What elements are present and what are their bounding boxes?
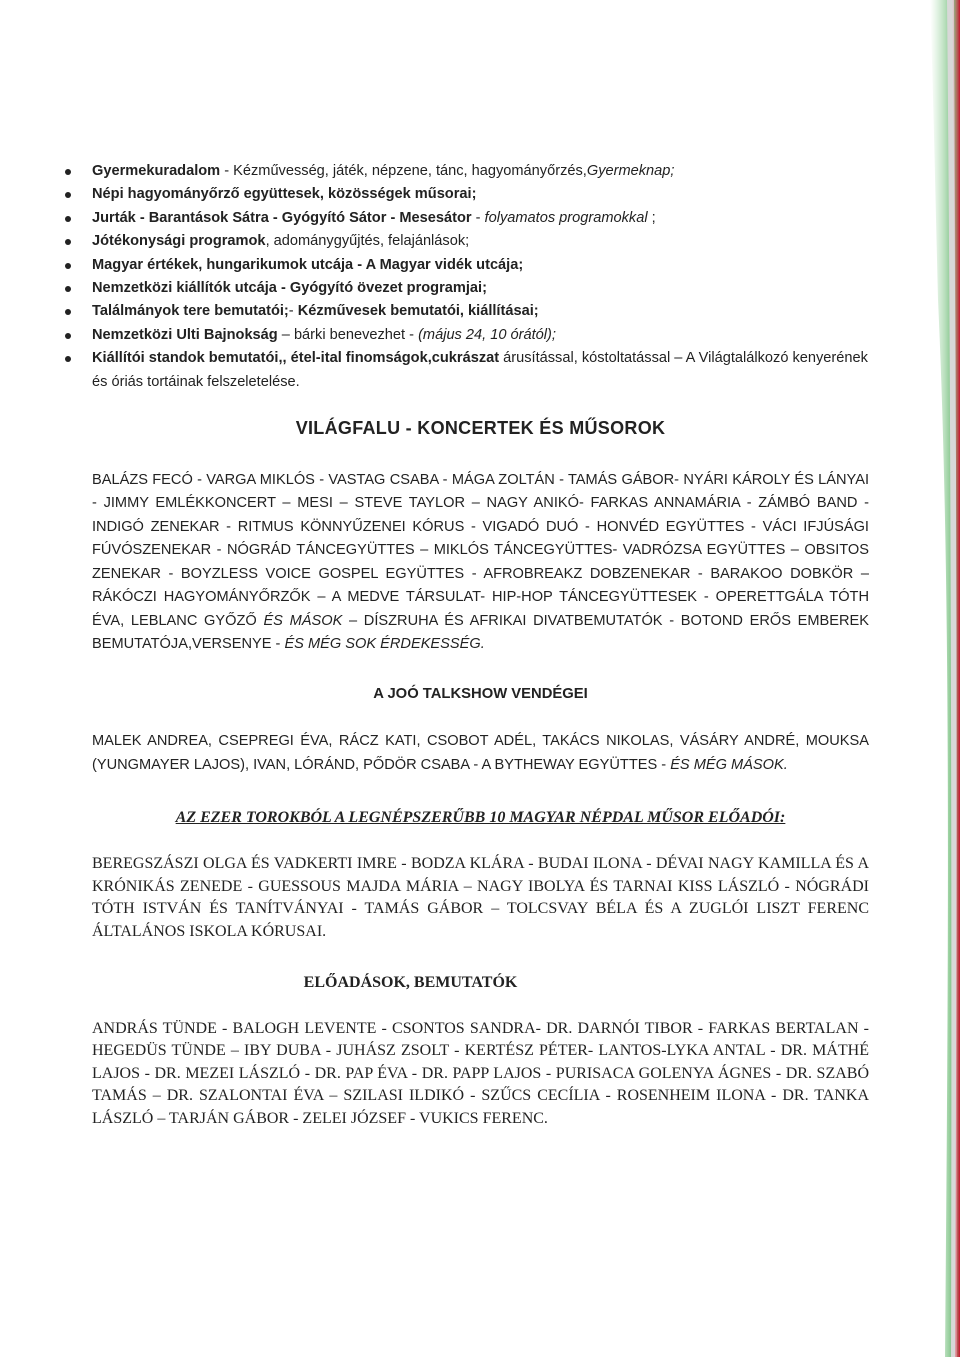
bullet-icon xyxy=(65,263,71,269)
bullet-icon xyxy=(65,169,71,175)
page-content xyxy=(92,160,869,1130)
list-item: Nemzetközi kiállítók utcája - Gyógyító övezet programjai; xyxy=(12,277,869,300)
section-title-vilagfalu: VILÁGFALU - KONCERTEK ÉS MŰSOROK xyxy=(295,418,666,439)
red-swoosh xyxy=(952,0,960,1357)
bullet-icon xyxy=(65,356,71,362)
list-item: Gyermekuradalom - Kézművesség, játék, népzene, tánc, hagyományőrzés,Gyermeknap; xyxy=(12,160,869,183)
list-item: Jótékonysági programok, adománygyűjtés, felajánlások; xyxy=(12,230,869,253)
list-item: Jurták - Barantások Sátra - Gyógyító Sátor - Mesesátor - folyamatos programokkal ; xyxy=(12,207,869,230)
list-item: Nemzetközi Ulti Bajnokság – bárki benevezhet - (május 24, 10 órától); xyxy=(12,324,869,347)
bullet-icon xyxy=(65,216,71,222)
section-text-talkshow: MALEK ANDREA, CSEPREGI ÉVA, RÁCZ KATI, CSOBOT ADÉL, TAKÁCS NIKOLAS, VÁSÁRY ANDRÉ, MOUKSA (YUNGMAYER LAJOS), IVAN, LÓRÁND, PŐDÖR CSABA - A BYTHEWAY EGYÜTTES - ÉS MÉG MÁSOK. xyxy=(92,733,869,773)
list-item: Magyar értékek, hungarikumok utcája - A Magyar vidék utcája; xyxy=(12,254,869,277)
section-title-eloadasok: ELŐADÁSOK, BEMUTATÓK xyxy=(303,973,518,991)
bullet-icon xyxy=(65,286,71,292)
program-list xyxy=(92,160,869,394)
list-item: Kiállítói standok bemutatói,, étel-ital finomságok,cukrászat árusítással, kóstoltatással – A Világtalálkozó kenyerének és óriás tortáinak felszeletelése. xyxy=(12,347,869,394)
bullet-icon xyxy=(65,309,71,315)
bullet-icon xyxy=(65,239,71,245)
bullet-icon xyxy=(65,192,71,198)
list-item: Népi hagyományőrző együttesek, közösségek műsorai; xyxy=(12,183,869,206)
section-text-eloadasok: ANDRÁS TÜNDE - BALOGH LEVENTE - CSONTOS SANDRA- DR. DARNÓI TIBOR - FARKAS BERTALAN - HEGEDÜS TÜNDE – IBY DUBA - JUHÁSZ ZSOLT - KERTÉSZ PÉTER- LANTOS-LYKA ANTAL - DR. MÁTHÉ LAJOS - DR. MEZEI LÁSZLÓ - DR. PAP ÉVA - DR. PAPP LAJOS - PURISACA GOLENYA ÁGNES - DR. SZABÓ TAMÁS – DR. SZALONTAI ÉVA – SZILASI ILDIKÓ - SZŰCS CECÍLIA - ROSENHEIM ILONA - DR. TANKA LÁSZLÓ – TARJÁN GÁBOR - ZELEI JÓZSEF - VUKICS FERENC. xyxy=(92,1019,869,1127)
green-swoosh xyxy=(930,0,960,1357)
bullet-icon xyxy=(65,333,71,339)
section-text-vilagfalu: BALÁZS FECÓ - VARGA MIKLÓS - VASTAG CSABA - MÁGA ZOLTÁN - TAMÁS GÁBOR- NYÁRI KÁROLY ÉS LÁNYAI - JIMMY EMLÉKKONCERT – MESI – STEVE TAYLOR – NAGY ANIKÓ- FARKAS ANNAMÁRIA - ZÁMBÓ BAND - INDIGÓ ZENEKAR - RITMUS KÖNNYŰZENEI KÓRUS - VIGADÓ DUÓ - HONVÉD EGYÜTTES - VÁCI IFJÚSÁGI FÚVÓSZENEKAR - NÓGRÁD TÁNCEGYÜTTES – MIKLÓS TÁNCEGYÜTTES- VADRÓZSA EGYÜTTES – OBSITOS ZENEKAR - BOYZLESS VOICE GOSPEL EGYÜTTES - AFROBREAKZ DOBZENEKAR - BARAKOO DOBKÖR – RÁKÓCZI HAGYOMÁNYŐRZŐK – A MEDVE TÁRSULAT- HIP-HOP TÁNCEGYÜTTESEK - OPERETTGÁLA TÓTH ÉVA, LEBLANC GYŐZŐ ÉS MÁSOK – DÍSZRUHA ÉS AFRIKAI DIVATBEMUTATÓK - BOTOND ERŐS EMBEREK BEMUTATÓJA,VERSENYE - ÉS MÉG SOK ÉRDEKESSÉG. xyxy=(92,472,870,652)
list-item: Találmányok tere bemutatói;- Kézművesek bemutatói, kiállításai; xyxy=(12,300,869,323)
section-title-nepdal: AZ EZER TOROKBÓL A LEGNÉPSZERŰBB 10 MAGYAR NÉPDAL MŰSOR ELŐADÓI: xyxy=(175,809,786,827)
grey-swoosh xyxy=(947,0,957,1357)
section-text-nepdal: BEREGSZÁSZI OLGA ÉS VADKERTI IMRE - BODZA KLÁRA - BUDAI ILONA - DÉVAI NAGY KAMILLA ÉS A KRÓNIKÁS ZENEDE - GUESSOUS MAJDA MÁRIA – NAGY IBOLYA ÉS TARNAI KISS LÁSZLÓ - NÓGRÁDI TÓTH ISTVÁN ÉS TANÍTVÁNYAI - TAMÁS GÁBOR – TOLCSVAY BÉLA ÉS A ZUGLÓI LISZT FERENC ÁLTALÁNOS ISKOLA KÓRUSAI. xyxy=(92,855,869,940)
section-title-talkshow: A JOÓ TALKSHOW VENDÉGEI xyxy=(373,686,588,703)
